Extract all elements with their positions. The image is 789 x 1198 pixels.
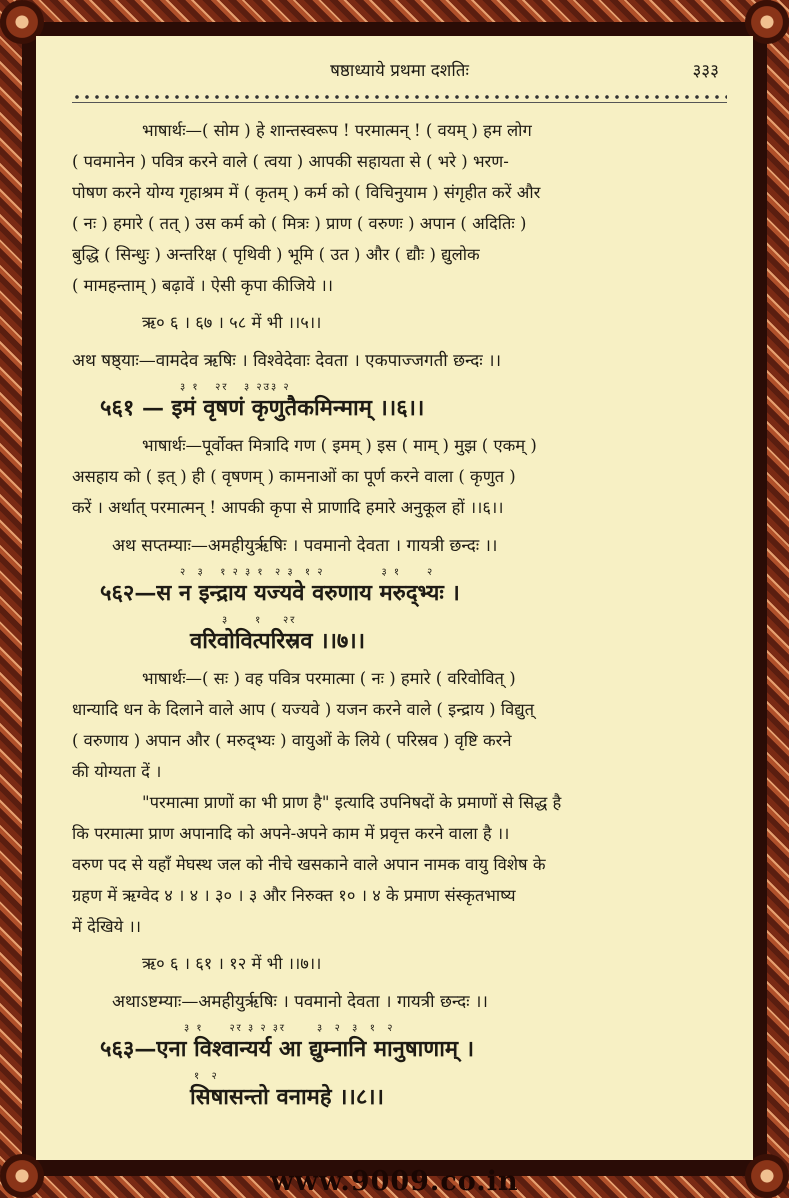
note-line: "परमात्मा प्राणों का भी प्राण है" इत्यादि उपनिषदों के प्रमाणों से सिद्ध है	[142, 793, 562, 812]
mantra-line: सिषासन्तो वनामहे ।।८।।	[190, 1084, 384, 1110]
page-number: ३३३	[692, 61, 719, 81]
chapter-title: षष्ठाध्याये प्रथमा दशतिः	[330, 61, 469, 81]
note-line: वरुण पद से यहाँ मेघस्थ जल को नीचे खसकाने वाले अपान नामक वायु विशेष के	[72, 855, 546, 874]
text-line: ( पवमानेन ) पवित्र करने वाले ( त्वया ) आपकी सहायता से ( भरे ) भरण-	[72, 152, 509, 171]
text-line: धान्यादि धन के दिलाने वाले आप ( यज्यवे ) यजन करने वाले ( इन्द्राय ) विद्युत्	[72, 700, 535, 719]
text-line: की योग्यता दें ।	[72, 762, 162, 781]
text-line: बुद्धि ( सिन्धुः ) अन्तरिक्ष ( पृथिवी ) भूमि ( उत ) और ( द्यौः ) द्युलोक	[72, 245, 480, 264]
header-divider	[72, 92, 727, 103]
verse-block-561	[72, 344, 727, 523]
mantra-line: ५६२—स न इन्द्राय यज्यवे वरुणाय मरुद्भ्यः ।	[100, 580, 460, 606]
text-line: पोषण करने योग्य गृहाश्रम में ( कृतम् ) कर्म को ( विचिनुयाम ) संगृहीत करें और	[72, 183, 541, 202]
accent-marks: ३ १ २र ३ २उ३ २	[180, 382, 291, 393]
text-line: असहाय को ( इत् ) ही ( वृषणम् ) कामनाओं का पूर्ण करने वाला ( कृणुत )	[72, 467, 516, 486]
note-line: में देखिये ।।	[72, 917, 141, 936]
website-url: www.9009.co.in	[270, 1166, 519, 1197]
text-line: करें । अर्थात् परमात्मन् ! आपकी कृपा से प्राणादि हमारे अनुकूल हों ।।६।।	[72, 498, 504, 517]
accent-marks: ३ १ २र ३ २ ३र ३ २ ३ १ २	[184, 1023, 395, 1034]
mantra-line: ५६३—एना विश्वान्यर्य आ द्युम्नानि मानुषाणाम् ।	[100, 1036, 475, 1062]
verse-block-563	[72, 985, 727, 1111]
page-header	[72, 54, 727, 84]
verse-meta: अथ षष्ठ्याः—वामदेव ऋषिः । विश्वेदेवाः देवता । एकपाज्जगती छन्दः ।।	[72, 351, 502, 371]
verse-meta: अथाऽष्टम्याः—अमहीयुर्ऋषिः । पवमानो देवता । गायत्री छन्दः ।।	[112, 992, 488, 1012]
text-line: भाषार्थः—पूर्वोक्त मित्रादि गण ( इमम् ) इस ( माम् ) मुझ ( एकम् )	[142, 436, 537, 455]
accent-marks: ३ १ २र	[222, 615, 297, 626]
mantra-line: ५६१ — इमं वृषणं कृणुतैकमिन्माम् ।।६।।	[100, 395, 425, 421]
text-line: ( नः ) हमारे ( तत् ) उस कर्म को ( मित्रः ) प्राण ( वरुणः ) अपान ( अदितिः )	[72, 214, 527, 233]
text-line: ( वरुणाय ) अपान और ( मरुद्भ्यः ) वायुओं के लिये ( परिस्रव ) वृष्टि करने	[72, 731, 512, 750]
commentary-block-1	[72, 115, 727, 338]
text-line: भाषार्थः—( सोम ) हे शान्तस्वरूप ! परमात्मन् ! ( वयम् ) हम लोग	[142, 121, 532, 140]
mantra-line: वरिवोवित्परिस्रव ।।७।।	[190, 628, 366, 654]
accent-marks: १ २	[194, 1071, 219, 1082]
rigveda-reference: ऋ० ६ । ६१ । १२ में भी ।।७।।	[142, 954, 322, 973]
note-line: ग्रहण में ऋग्वेद ४ । ४ । ३० । ३ और निरुक्त १० । ४ के प्रमाण संस्कृतभाष्य	[72, 886, 516, 905]
book-page	[36, 36, 753, 1160]
rigveda-reference: ऋ० ६ । ६७ । ५८ में भी ।।५।।	[142, 313, 322, 332]
note-line: कि परमात्मा प्राण अपानादि को अपने-अपने काम में प्रवृत्त करने वाला है ।।	[72, 824, 510, 843]
accent-marks: २ ३ १ २ ३ १ २ ३ १ २ ३ १ २	[180, 567, 435, 578]
verse-block-562	[72, 529, 727, 979]
text-line: ( मामहन्ताम् ) बढ़ावें । ऐसी कृपा कीजिये ।।	[72, 276, 334, 295]
text-line: भाषार्थः—( सः ) वह पवित्र परमात्मा ( नः ) हमारे ( वरिवोवित् )	[142, 669, 516, 688]
verse-meta: अथ सप्तम्याः—अमहीयुर्ऋषिः । पवमानो देवता । गायत्री छन्दः ।।	[112, 536, 498, 556]
